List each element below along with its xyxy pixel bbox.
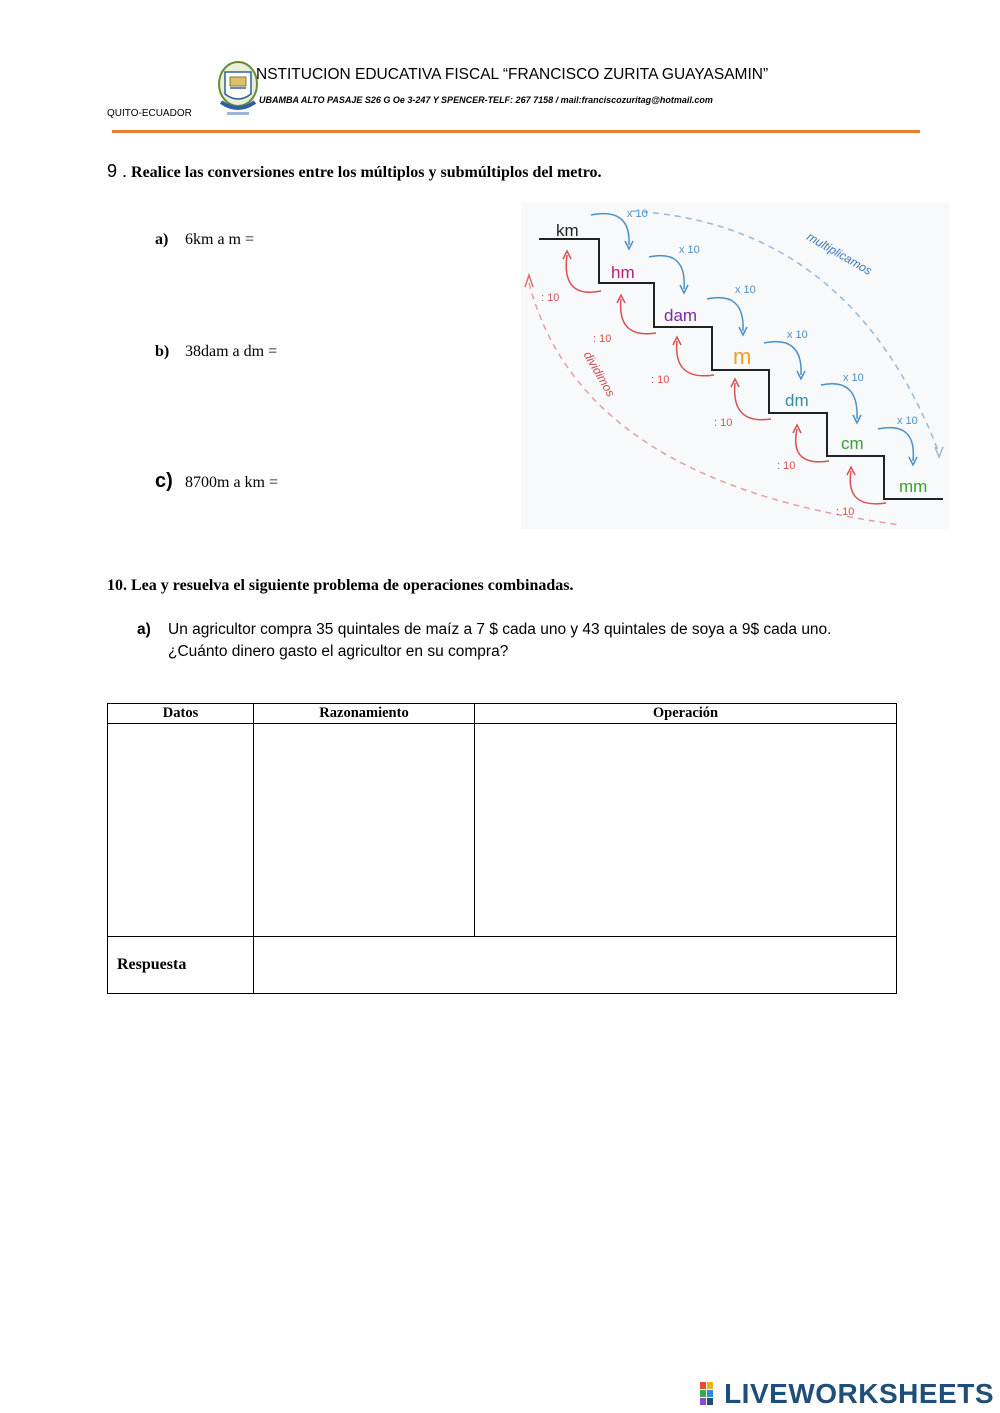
item-label: b) [155,343,170,360]
unit-dm: dm [785,391,809,410]
conversion-item-c[interactable] [155,470,278,493]
unit-hm: hm [611,263,635,282]
multiply-label: x 10 [627,208,648,220]
razonamiento-cell[interactable] [254,724,475,937]
unit-km: km [556,221,579,240]
item-text: 38dam a dm = [185,343,278,360]
divide-label: : 10 [651,374,670,386]
multiply-label: x 10 [843,372,864,384]
question-9-heading [107,161,602,182]
problem-text-line2: ¿Cuánto dinero gasto el agricultor en su compra? [168,643,509,660]
datos-cell[interactable] [108,724,254,937]
header-operacion: Operación [475,704,897,724]
item-label: a) [155,231,169,248]
item-label: c) [155,470,173,492]
conversion-item-b[interactable] [155,343,277,361]
divide-word: dividimos [580,348,618,400]
institution-address: UBAMBA ALTO PASAJE S26 G Oe 3-247 Y SPENCER-TELF: 267 7158 / mail:franciscozuritag@hotmail.com [259,95,713,105]
question-9-number: 9 . [107,161,128,181]
city-label: QUITO-ECUADOR [107,108,192,119]
problem-text-line1: Un agricultor compra 35 quintales de maíz a 7 $ cada uno y 43 quintales de soya a 9$ cada uno. [168,621,832,638]
institution-name: NSTITUCION EDUCATIVA FISCAL “FRANCISCO ZURITA GUAYASAMIN” [256,66,769,83]
item-text: 6km a m = [185,231,255,248]
unit-mm: mm [899,477,928,496]
answer-cell[interactable] [254,936,897,993]
problem-label: a) [137,621,151,638]
work-table [107,703,897,994]
header-razonamiento: Razonamiento [254,704,475,724]
liveworksheets-icon [700,1382,722,1406]
operacion-cell[interactable] [475,724,897,937]
divide-label: : 10 [836,506,855,518]
header-datos: Datos [108,704,254,724]
header-divider [112,130,920,133]
unit-m: m [733,344,752,369]
divide-label: : 10 [777,460,796,472]
liveworksheets-brand: LIVEWORKSHEETS [724,1378,994,1409]
item-text: 8700m a km = [185,474,279,491]
multiply-label: x 10 [897,415,918,427]
unit-cm: cm [841,434,864,453]
multiply-label: x 10 [679,244,700,256]
divide-label: : 10 [593,333,612,345]
liveworksheets-logo [700,1378,994,1410]
question-10-title: 10. Lea y resuelva el siguiente problema de operaciones combinadas. [107,577,574,594]
answer-label: Respuesta [108,936,254,993]
conversion-item-a[interactable] [155,231,254,249]
multiply-label: x 10 [787,329,808,341]
metric-staircase-diagram [521,203,949,529]
unit-dam: dam [664,306,698,325]
multiply-label: x 10 [735,284,756,296]
divide-label: : 10 [541,292,560,304]
question-9-title: Realice las conversiones entre los múltiplos y submúltiplos del metro. [131,164,602,181]
multiply-word: multiplicamos [804,229,875,278]
divide-label: : 10 [714,417,733,429]
